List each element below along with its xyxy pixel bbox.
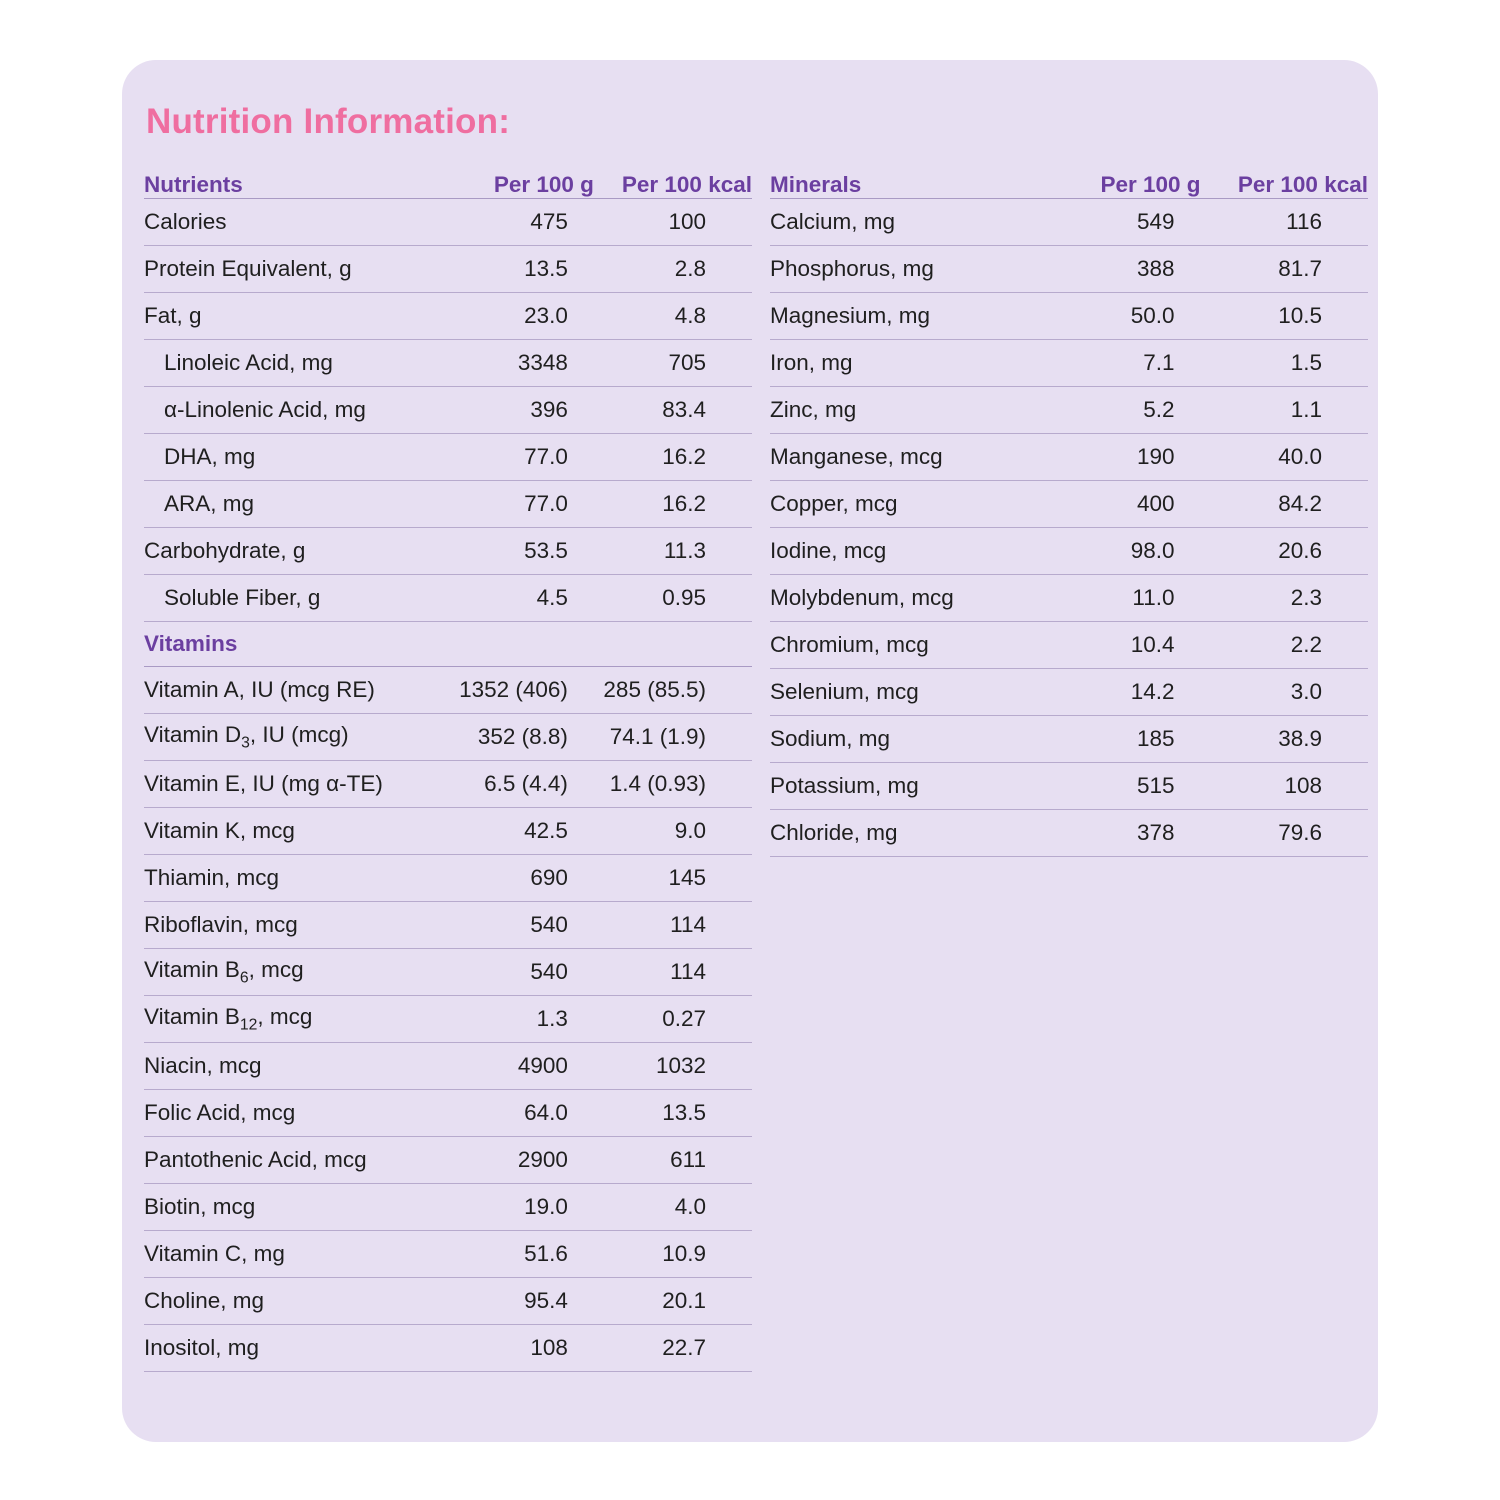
row-label: Iodine, mcg [770, 528, 1033, 575]
row-label: Manganese, mcg [770, 434, 1033, 481]
row-value-per-100kcal: 1.5 [1201, 340, 1368, 387]
row-value-per-100g: 98.0 [1033, 528, 1200, 575]
row-value-per-100kcal: 145 [594, 855, 752, 902]
row-value-per-100g: 13.5 [436, 246, 594, 293]
table-row [770, 199, 1368, 246]
row-value-per-100kcal: 10.5 [1201, 293, 1368, 340]
row-value-per-100g: 108 [436, 1325, 594, 1372]
row-label: Pantothenic Acid, mcg [144, 1137, 436, 1184]
row-label: Soluble Fiber, g [144, 575, 436, 622]
row-label: Zinc, mg [770, 387, 1033, 434]
row-value-per-100g: 190 [1033, 434, 1200, 481]
row-value-per-100kcal: 4.0 [594, 1184, 752, 1231]
row-label: Vitamin $B_6$, mcg [144, 949, 436, 996]
row-label: DHA, mg [144, 434, 436, 481]
table-row [144, 1231, 752, 1278]
table-row [144, 1043, 752, 1090]
row-value-per-100g: 515 [1033, 763, 1200, 810]
row-value-per-100g: 540 [436, 902, 594, 949]
section-label: Vitamins [144, 622, 752, 667]
row-value-per-100kcal: 2.2 [1201, 622, 1368, 669]
row-value-per-100g: 50.0 [1033, 293, 1200, 340]
row-value-per-100kcal: 108 [1201, 763, 1368, 810]
row-value-per-100g: 388 [1033, 246, 1200, 293]
row-value-per-100g: 378 [1033, 810, 1200, 857]
row-value-per-100g: 64.0 [436, 1090, 594, 1137]
table-header-row [770, 172, 1368, 199]
table-row [770, 387, 1368, 434]
row-label: Vitamin K, mcg [144, 808, 436, 855]
row-value-per-100kcal: 20.6 [1201, 528, 1368, 575]
row-label: Vitamin $D_3$, IU (mcg) [144, 714, 436, 761]
row-value-per-100g: 95.4 [436, 1278, 594, 1325]
table-row [144, 761, 752, 808]
row-value-per-100g: 77.0 [436, 434, 594, 481]
row-value-per-100kcal: 20.1 [594, 1278, 752, 1325]
row-label: Carbohydrate, g [144, 528, 436, 575]
row-value-per-100kcal: 2.8 [594, 246, 752, 293]
row-value-per-100kcal: 3.0 [1201, 669, 1368, 716]
nutrition-panel [122, 60, 1378, 1442]
row-value-per-100g: 42.5 [436, 808, 594, 855]
row-value-per-100kcal: 74.1 (1.9) [594, 714, 752, 761]
row-value-per-100g: 4900 [436, 1043, 594, 1090]
row-label: Vitamin C, mg [144, 1231, 436, 1278]
row-label: Iron, mg [770, 340, 1033, 387]
table-row [144, 387, 752, 434]
row-value-per-100kcal: 285 (85.5) [594, 667, 752, 714]
row-value-per-100kcal: 116 [1201, 199, 1368, 246]
table-row [144, 434, 752, 481]
row-value-per-100g: 1.3 [436, 996, 594, 1043]
table-row [144, 340, 752, 387]
row-label: Chromium, mcg [770, 622, 1033, 669]
row-value-per-100kcal: 1.1 [1201, 387, 1368, 434]
row-value-per-100g: 3348 [436, 340, 594, 387]
row-value-per-100g: 540 [436, 949, 594, 996]
row-value-per-100kcal: 9.0 [594, 808, 752, 855]
table-row [144, 855, 752, 902]
table-row [144, 246, 752, 293]
row-value-per-100kcal: 0.27 [594, 996, 752, 1043]
row-value-per-100kcal: 1032 [594, 1043, 752, 1090]
row-value-per-100g: 77.0 [436, 481, 594, 528]
row-value-per-100g: 11.0 [1033, 575, 1200, 622]
table-row [770, 669, 1368, 716]
row-value-per-100kcal: 705 [594, 340, 752, 387]
table-row [144, 481, 752, 528]
row-value-per-100g: 549 [1033, 199, 1200, 246]
row-value-per-100g: 185 [1033, 716, 1200, 763]
row-label: Protein Equivalent, g [144, 246, 436, 293]
row-value-per-100kcal: 22.7 [594, 1325, 752, 1372]
table-row [770, 528, 1368, 575]
row-value-per-100g: 1352 (406) [436, 667, 594, 714]
table-row [770, 575, 1368, 622]
row-value-per-100g: 14.2 [1033, 669, 1200, 716]
row-label: Chloride, mg [770, 810, 1033, 857]
table-row [770, 810, 1368, 857]
row-label: Copper, mcg [770, 481, 1033, 528]
row-value-per-100kcal: 81.7 [1201, 246, 1368, 293]
table-row [144, 199, 752, 246]
row-value-per-100kcal: 114 [594, 902, 752, 949]
row-label: Magnesium, mg [770, 293, 1033, 340]
row-value-per-100kcal: 83.4 [594, 387, 752, 434]
row-label: α-Linolenic Acid, mg [144, 387, 436, 434]
header-per-100g: Per 100 g [1033, 172, 1200, 199]
row-value-per-100kcal: 79.6 [1201, 810, 1368, 857]
row-value-per-100kcal: 0.95 [594, 575, 752, 622]
row-value-per-100g: 4.5 [436, 575, 594, 622]
row-label: Vitamin A, IU (mcg RE) [144, 667, 436, 714]
row-label: Phosphorus, mg [770, 246, 1033, 293]
row-label: Linoleic Acid, mg [144, 340, 436, 387]
table-row [770, 340, 1368, 387]
table-row [144, 714, 752, 761]
table-row [144, 902, 752, 949]
row-value-per-100kcal: 84.2 [1201, 481, 1368, 528]
row-value-per-100kcal: 611 [594, 1137, 752, 1184]
row-label: Inositol, mg [144, 1325, 436, 1372]
table-row [144, 949, 752, 996]
nutrients-table [144, 172, 752, 1372]
row-value-per-100g: 475 [436, 199, 594, 246]
page-title: Nutrition Information: [146, 102, 511, 141]
table-row [770, 293, 1368, 340]
row-value-per-100kcal: 38.9 [1201, 716, 1368, 763]
table-row [770, 763, 1368, 810]
row-label: Calories [144, 199, 436, 246]
row-label: Niacin, mcg [144, 1043, 436, 1090]
row-value-per-100kcal: 13.5 [594, 1090, 752, 1137]
table-row [144, 808, 752, 855]
row-label: Fat, g [144, 293, 436, 340]
table-row [770, 622, 1368, 669]
table-row [144, 1184, 752, 1231]
row-value-per-100g: 7.1 [1033, 340, 1200, 387]
row-label: Biotin, mcg [144, 1184, 436, 1231]
row-label: Selenium, mcg [770, 669, 1033, 716]
table-row [144, 1325, 752, 1372]
minerals-column [770, 172, 1368, 857]
table-row [770, 481, 1368, 528]
table-row [770, 246, 1368, 293]
section-header-vitamins [144, 622, 752, 667]
header-per-100kcal: Per 100 kcal [1201, 172, 1368, 199]
header-minerals: Minerals [770, 172, 1033, 199]
table-row [144, 575, 752, 622]
row-label: ARA, mg [144, 481, 436, 528]
table-row [770, 716, 1368, 763]
row-value-per-100g: 352 (8.8) [436, 714, 594, 761]
row-label: Riboflavin, mcg [144, 902, 436, 949]
table-row [770, 434, 1368, 481]
table-row [144, 996, 752, 1043]
row-value-per-100kcal: 11.3 [594, 528, 752, 575]
row-label: Calcium, mg [770, 199, 1033, 246]
table-row [144, 293, 752, 340]
row-value-per-100g: 5.2 [1033, 387, 1200, 434]
row-value-per-100g: 10.4 [1033, 622, 1200, 669]
row-value-per-100g: 690 [436, 855, 594, 902]
row-value-per-100kcal: 40.0 [1201, 434, 1368, 481]
row-label: Vitamin E, IU (mg α-TE) [144, 761, 436, 808]
row-label: Thiamin, mcg [144, 855, 436, 902]
row-value-per-100g: 400 [1033, 481, 1200, 528]
row-value-per-100g: 19.0 [436, 1184, 594, 1231]
table-row [144, 1090, 752, 1137]
header-per-100kcal: Per 100 kcal [594, 172, 752, 199]
row-value-per-100g: 396 [436, 387, 594, 434]
header-per-100g: Per 100 g [436, 172, 594, 199]
row-value-per-100g: 2900 [436, 1137, 594, 1184]
row-label: Potassium, mg [770, 763, 1033, 810]
row-value-per-100kcal: 16.2 [594, 434, 752, 481]
minerals-table [770, 172, 1368, 857]
row-value-per-100kcal: 2.3 [1201, 575, 1368, 622]
table-row [144, 1137, 752, 1184]
row-value-per-100kcal: 4.8 [594, 293, 752, 340]
row-value-per-100kcal: 100 [594, 199, 752, 246]
row-value-per-100kcal: 10.9 [594, 1231, 752, 1278]
row-value-per-100kcal: 1.4 (0.93) [594, 761, 752, 808]
table-row [144, 1278, 752, 1325]
table-row [144, 667, 752, 714]
row-label: Choline, mg [144, 1278, 436, 1325]
row-value-per-100kcal: 16.2 [594, 481, 752, 528]
row-value-per-100kcal: 114 [594, 949, 752, 996]
row-value-per-100g: 53.5 [436, 528, 594, 575]
table-header-row [144, 172, 752, 199]
row-value-per-100g: 6.5 (4.4) [436, 761, 594, 808]
row-label: Molybdenum, mcg [770, 575, 1033, 622]
row-label: Vitamin $B_{12}$, mcg [144, 996, 436, 1043]
header-nutrients: Nutrients [144, 172, 436, 199]
table-row [144, 528, 752, 575]
row-value-per-100g: 51.6 [436, 1231, 594, 1278]
row-value-per-100g: 23.0 [436, 293, 594, 340]
nutrients-column [144, 172, 752, 1372]
row-label: Folic Acid, mcg [144, 1090, 436, 1137]
row-label: Sodium, mg [770, 716, 1033, 763]
